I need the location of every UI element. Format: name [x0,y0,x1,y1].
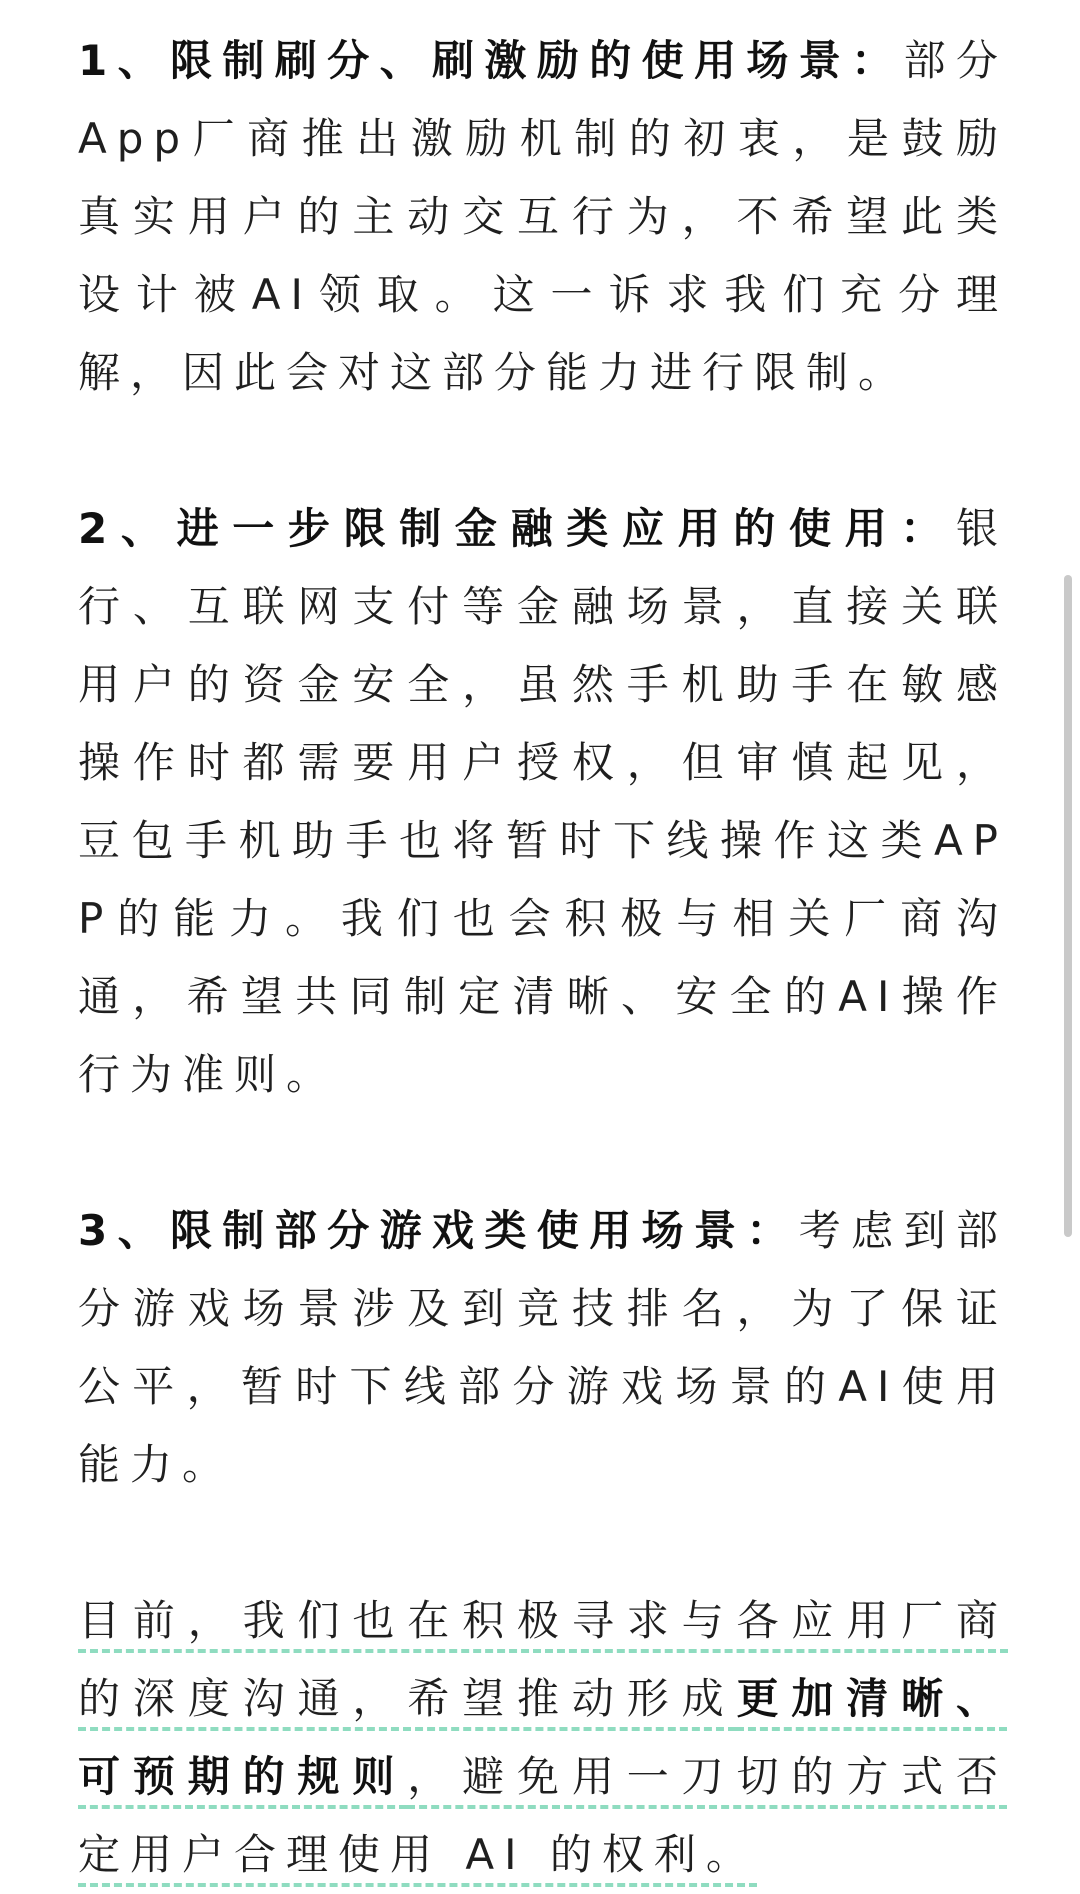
article-body [78,22,1008,1894]
paragraph-3-body: 考虑到部分游戏场景涉及到竞技排名，为了保证公平，暂时下线部分游戏场景的AI使用能力。 [78,1206,1008,1489]
paragraph-1 [78,22,1008,412]
paragraph-2-body: 银行、互联网支付等金融场景，直接关联用户的资金安全，虽然手机助手在敏感操作时都需要用户授权，但审慎起见，豆包手机助手也将暂时下线操作这类APP的能力。我们也会积极与相关厂商沟通，希望共同制定清晰、安全的AI操作行为准则。 [78,504,1008,1099]
paragraph-3-lead: 3、限制部分游戏类使用场景： [78,1206,799,1255]
paragraph-2 [78,490,1008,1114]
scrollbar-thumb[interactable] [1064,575,1072,1237]
paragraph-2-lead: 2、进一步限制金融类应用的使用： [78,504,956,553]
closing-text-after: ，避免用一刀切的方式否定用户合理使用 AI 的权利。 [78,1752,1008,1879]
paragraph-1-lead: 1、限制刷分、刷激励的使用场景： [78,36,904,85]
paragraph-1-body: 部分App厂商推出激励机制的初衷，是鼓励真实用户的主动交互行为，不希望此类设计被AI领取。这一诉求我们充分理解，因此会对这部分能力进行限制。 [78,36,1008,397]
paragraph-3 [78,1192,1008,1504]
closing-bold-text: 更加清晰、可预期的规则 [78,1674,1008,1801]
closing-text-before: 目前，我们也在积极寻求与各应用厂商的深度沟通，希望推动形成 [78,1596,1008,1723]
closing-paragraph [78,1582,1008,1894]
